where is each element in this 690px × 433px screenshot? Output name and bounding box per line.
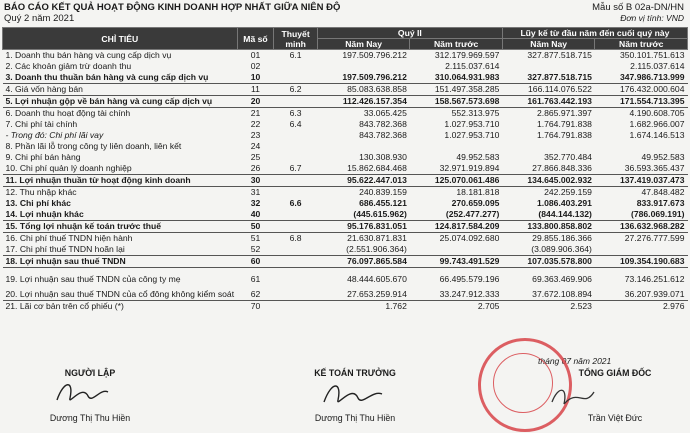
- cell-ytd-cur: 134.645.002.932: [502, 175, 595, 187]
- cell-q2-prev: 25.074.092.680: [410, 233, 503, 245]
- cell-ytd-prev: 73.146.251.612: [595, 268, 688, 290]
- cell-code: 10: [250, 72, 261, 82]
- cell-q2-prev: 49.952.583: [456, 152, 500, 162]
- cell-q2-prev: 99.743.491.529: [410, 256, 503, 268]
- cell-label: - Trong đó: Chi phí lãi vay: [5, 130, 104, 140]
- cell-code: 24: [250, 141, 261, 151]
- cell-ytd-cur: 161.763.442.193: [502, 96, 595, 108]
- cell-q2-prev: 125.070.061.486: [410, 175, 503, 187]
- cell-label: 16. Chi phí thuế TNDN hiện hành: [3, 233, 238, 245]
- cell-code: 30: [237, 175, 274, 187]
- cell-label: 17. Chi phí thuế TNDN hoãn lại: [5, 244, 125, 254]
- cell-q2-cur: 48.444.605.670: [317, 268, 410, 290]
- cell-note: 6.4: [289, 119, 302, 129]
- cell-note: 6.2: [274, 84, 317, 96]
- cell-code: 61: [237, 268, 274, 290]
- cell-code: 11: [237, 84, 274, 96]
- cell-ytd-cur: 2.865.971.397: [502, 108, 595, 120]
- cell-ytd-cur: [502, 61, 595, 72]
- cell-q2-prev: 32.971.919.894: [439, 163, 500, 173]
- cell-code: 60: [237, 256, 274, 268]
- cell-label: 19. Lợi nhuận sau thuế TNDN của công ty mẹ: [3, 268, 238, 290]
- cell-q2-cur: 1.762: [317, 301, 410, 313]
- table-row: [3, 119, 688, 130]
- cell-ytd-prev: 36.593.365.437: [624, 163, 685, 173]
- cell-q2-cur: 843.782.368: [359, 130, 407, 140]
- cell-ytd-prev: 109.354.190.683: [595, 256, 688, 268]
- cell-q2-cur: 95.622.447.013: [317, 175, 410, 187]
- cell-ytd-prev: 350.101.751.613: [619, 50, 685, 60]
- preparer-block: [30, 368, 150, 378]
- accountant-signature: [318, 378, 388, 410]
- cell-label: 2. Các khoản giảm trừ doanh thu: [5, 61, 132, 71]
- table-body: [3, 50, 688, 313]
- cell-ytd-cur: [502, 141, 595, 152]
- cell-note: [274, 244, 317, 256]
- cell-code: 23: [250, 130, 261, 140]
- cell-q2-prev: 1.027.953.710: [444, 119, 500, 129]
- cell-q2-cur: (445.615.962): [353, 209, 407, 219]
- director-title: TỔNG GIÁM ĐỐC: [578, 368, 652, 378]
- cell-q2-cur: 27.653.259.914: [347, 289, 407, 299]
- report-period: Quý 2 năm 2021: [4, 13, 75, 24]
- table-row: [3, 209, 688, 221]
- table-row: [3, 187, 688, 199]
- director-signature: [548, 382, 598, 412]
- cell-code: 26: [250, 163, 261, 173]
- cell-code: 20: [237, 96, 274, 108]
- preparer-name: Dương Thị Thu Hiền: [49, 413, 131, 423]
- cell-code: 50: [237, 221, 274, 233]
- cell-q2-prev: [410, 141, 503, 152]
- cell-label: 20. Lợi nhuận sau thuế TNDN của cổ đông không kiểm soát: [5, 289, 235, 299]
- cell-q2-prev: 158.567.573.698: [410, 96, 503, 108]
- table-row: [3, 50, 688, 62]
- table-row: [3, 72, 688, 84]
- cell-ytd-prev: 27.276.777.599: [595, 233, 688, 245]
- cell-label: 6. Doanh thu hoạt động tài chính: [3, 108, 238, 120]
- cell-label: 10. Chi phí quản lý doanh nghiệp: [5, 163, 132, 173]
- cell-q2-prev: 151.497.358.285: [410, 84, 503, 96]
- cell-label: 21. Lãi cơ bản trên cổ phiếu (*): [3, 301, 238, 313]
- table-row: [3, 96, 688, 108]
- cell-note: [274, 152, 317, 163]
- cell-ytd-cur: 1.764.791.838: [536, 130, 592, 140]
- cell-q2-prev: 2.115.037.614: [445, 61, 500, 71]
- cell-ytd-cur: 1.764.791.838: [536, 119, 592, 129]
- cell-ytd-prev: (786.069.191): [630, 209, 685, 219]
- table-row: [3, 244, 688, 256]
- cell-q2-prev: 2.705: [410, 301, 503, 313]
- table-row: [3, 301, 688, 313]
- cell-ytd-cur: 1.086.403.291: [536, 198, 592, 208]
- cell-ytd-prev: 4.190.608.705: [595, 108, 688, 120]
- cell-ytd-cur: (3.089.906.364): [531, 244, 592, 254]
- report-header: [4, 2, 340, 24]
- cell-q2-cur: 197.509.796.212: [342, 50, 407, 60]
- cell-note: 6.6: [289, 198, 302, 208]
- cell-code: 70: [237, 301, 274, 313]
- table-row: [3, 233, 688, 245]
- cell-code: 32: [250, 198, 261, 208]
- cell-note: [274, 256, 317, 268]
- director-block: [560, 368, 670, 378]
- cell-note: [274, 289, 317, 301]
- cell-q2-cur: 843.782.368: [359, 119, 407, 129]
- form-code: Mẫu số B 02a-DN/HN: [592, 2, 684, 13]
- cell-note: [274, 175, 317, 187]
- cell-ytd-cur: 69.363.469.906: [502, 268, 595, 290]
- cell-note: [274, 61, 317, 72]
- table-row: [3, 141, 688, 152]
- table-row: [3, 268, 688, 290]
- cell-note: [274, 187, 317, 199]
- cell-label: 3. Doanh thu thuần bán hàng và cung cấp dịch vụ: [5, 72, 209, 82]
- cell-q2-prev: 1.027.953.710: [444, 130, 500, 140]
- cell-note: 6.7: [289, 163, 302, 173]
- cell-label: 5. Lợi nhuận gộp về bán hàng và cung cấp dịch vụ: [3, 96, 238, 108]
- cell-ytd-cur: 133.800.858.802: [502, 221, 595, 233]
- table-row: [3, 163, 688, 175]
- cell-label: 14. Lợi nhuận khác: [5, 209, 84, 219]
- cell-ytd-cur: 2.523: [502, 301, 595, 313]
- cell-q2-cur: 686.455.121: [359, 198, 407, 208]
- cell-note: [274, 72, 317, 84]
- cell-code: 02: [250, 61, 261, 71]
- accountant-name: Dương Thị Thu Hiền: [314, 413, 396, 423]
- cell-ytd-prev: 833.917.673: [636, 198, 685, 208]
- cell-note: [274, 268, 317, 290]
- cell-label: 7. Chi phí tài chính: [5, 119, 78, 129]
- cell-ytd-prev: 36.207.939.071: [624, 289, 685, 299]
- cell-q2-prev: 270.659.095: [451, 198, 500, 208]
- cell-q2-cur: 197.509.796.212: [342, 72, 407, 82]
- cell-q2-cur: 21.630.871.831: [317, 233, 410, 245]
- cell-q2-prev: 33.247.912.333: [439, 289, 500, 299]
- cell-note: 6.3: [274, 108, 317, 120]
- cell-ytd-prev: 136.632.968.282: [595, 221, 688, 233]
- cell-ytd-prev: 1.682.966.007: [629, 119, 685, 129]
- cell-code: 22: [250, 119, 261, 129]
- table-row: [3, 130, 688, 141]
- cell-ytd-cur: 27.866.848.336: [532, 163, 592, 173]
- report-title: BÁO CÁO KẾT QUẢ HOẠT ĐỘNG KINH DOANH HỢP NHẤT GIỮA NIÊN ĐỘ: [4, 2, 341, 13]
- cell-q2-cur: 95.176.831.051: [317, 221, 410, 233]
- cell-q2-cur: (2.551.906.364): [346, 244, 407, 254]
- cell-label: 15. Tổng lợi nhuận kế toán trước thuế: [3, 221, 238, 233]
- cell-ytd-prev: 171.554.713.395: [595, 96, 688, 108]
- cell-q2-prev: [410, 244, 503, 256]
- cell-q2-prev: 312.179.969.597: [434, 50, 500, 60]
- table-row: [3, 221, 688, 233]
- table-row: [3, 175, 688, 187]
- cell-ytd-prev: 347.986.713.999: [619, 72, 685, 82]
- cell-note: 6.1: [289, 50, 302, 60]
- cell-q2-prev: 18.181.818: [410, 187, 503, 199]
- cell-q2-prev: 124.817.584.209: [410, 221, 503, 233]
- col-ytd-this-year: Năm Nay: [502, 39, 595, 50]
- cell-q2-cur: [317, 141, 410, 152]
- cell-note: [274, 301, 317, 313]
- cell-q2-cur: 33.065.425: [317, 108, 410, 120]
- cell-ytd-prev: 47.848.482: [595, 187, 688, 199]
- col-note: Thuyết minh: [274, 28, 317, 50]
- cell-ytd-cur: 107.035.578.800: [502, 256, 595, 268]
- col-item: CHỈ TIÊU: [3, 28, 238, 50]
- cell-code: 01: [250, 50, 261, 60]
- table-row: [3, 289, 688, 301]
- cell-code: 40: [250, 209, 261, 219]
- table-row: [3, 256, 688, 268]
- signature-area: [0, 356, 690, 433]
- cell-ytd-cur: 352.770.484: [544, 152, 592, 162]
- table-row: [3, 84, 688, 96]
- table-header: [3, 28, 688, 50]
- cell-code: 21: [237, 108, 274, 120]
- cell-ytd-prev: 137.419.037.473: [595, 175, 688, 187]
- signing-date: tháng 07 năm 2021: [538, 356, 612, 366]
- cell-code: 31: [237, 187, 274, 199]
- cell-label: 1. Doanh thu bán hàng và cung cấp dịch vụ: [5, 50, 172, 60]
- cell-q2-cur: 76.097.865.584: [317, 256, 410, 268]
- cell-q2-cur: 240.839.159: [317, 187, 410, 199]
- director-name: Trần Việt Đức: [587, 413, 643, 423]
- cell-label: 18. Lợi nhuận sau thuế TNDN: [3, 256, 238, 268]
- form-info: [592, 2, 684, 24]
- cell-note: [274, 221, 317, 233]
- cell-q2-cur: [317, 61, 410, 72]
- cell-q2-cur: 130.308.930: [359, 152, 407, 162]
- col-ytd: Lũy kế từ đầu năm đến cuối quý này: [502, 28, 687, 39]
- cell-q2-cur: 15.862.684.468: [347, 163, 407, 173]
- table-row: [3, 198, 688, 209]
- cell-ytd-prev: [595, 141, 688, 152]
- table-row: [3, 108, 688, 120]
- cell-note: 6.8: [274, 233, 317, 245]
- cell-code: 51: [237, 233, 274, 245]
- cell-code: 62: [250, 289, 261, 299]
- col-q2-this-year: Năm Nay: [317, 39, 410, 50]
- cell-note: [274, 209, 317, 221]
- income-statement-table: [2, 27, 688, 312]
- cell-q2-cur: 112.426.157.354: [317, 96, 410, 108]
- cell-ytd-prev: 1.674.146.513: [629, 130, 685, 140]
- currency-unit: Đơn vị tính: VND: [620, 13, 684, 23]
- table-row: [3, 152, 688, 163]
- cell-note: [274, 141, 317, 152]
- cell-label: 9. Chi phí bán hàng: [5, 152, 81, 162]
- accountant-title: KẾ TOÁN TRƯỞNG: [314, 368, 396, 378]
- col-q2-last-year: Năm trước: [410, 39, 503, 50]
- cell-ytd-cur: 29.855.186.366: [502, 233, 595, 245]
- cell-label: 4. Giá vốn hàng bán: [3, 84, 238, 96]
- preparer-signature: [52, 378, 112, 408]
- cell-note: [274, 130, 317, 141]
- cell-ytd-prev: 2.115.037.614: [630, 61, 685, 71]
- cell-label: 12. Thu nhập khác: [3, 187, 238, 199]
- cell-code: 52: [250, 244, 261, 254]
- cell-q2-prev: 66.495.579.196: [410, 268, 503, 290]
- cell-q2-prev: 552.313.975: [410, 108, 503, 120]
- cell-note: [274, 96, 317, 108]
- col-code: Mã số: [237, 28, 274, 50]
- cell-q2-prev: (252.477.277): [445, 209, 500, 219]
- col-ytd-last-year: Năm trước: [595, 39, 688, 50]
- cell-ytd-prev: 49.952.583: [641, 152, 685, 162]
- cell-ytd-prev: 176.432.000.604: [595, 84, 688, 96]
- cell-ytd-prev: 2.976: [595, 301, 688, 313]
- cell-ytd-cur: (844.144.132): [538, 209, 592, 219]
- cell-q2-cur: 85.083.638.858: [317, 84, 410, 96]
- cell-ytd-prev: [595, 244, 688, 256]
- cell-label: 11. Lợi nhuận thuần từ hoạt động kinh doanh: [3, 175, 238, 187]
- preparer-title: NGƯỜI LẬP: [64, 368, 116, 378]
- cell-label: 13. Chi phí khác: [5, 198, 71, 208]
- cell-label: 8. Phần lãi lỗ trong công ty liên doanh, liên kết: [5, 141, 182, 151]
- table-row: [3, 61, 688, 72]
- cell-ytd-cur: 37.672.108.894: [532, 289, 592, 299]
- cell-q2-prev: 310.064.931.983: [434, 72, 500, 82]
- accountant-block: [290, 368, 420, 378]
- cell-ytd-cur: 242.259.159: [502, 187, 595, 199]
- cell-ytd-cur: 327.877.518.715: [527, 50, 592, 60]
- cell-code: 25: [250, 152, 261, 162]
- cell-ytd-cur: 327.877.518.715: [527, 72, 592, 82]
- col-q2: Quý II: [317, 28, 502, 39]
- cell-ytd-cur: 166.114.076.522: [502, 84, 595, 96]
